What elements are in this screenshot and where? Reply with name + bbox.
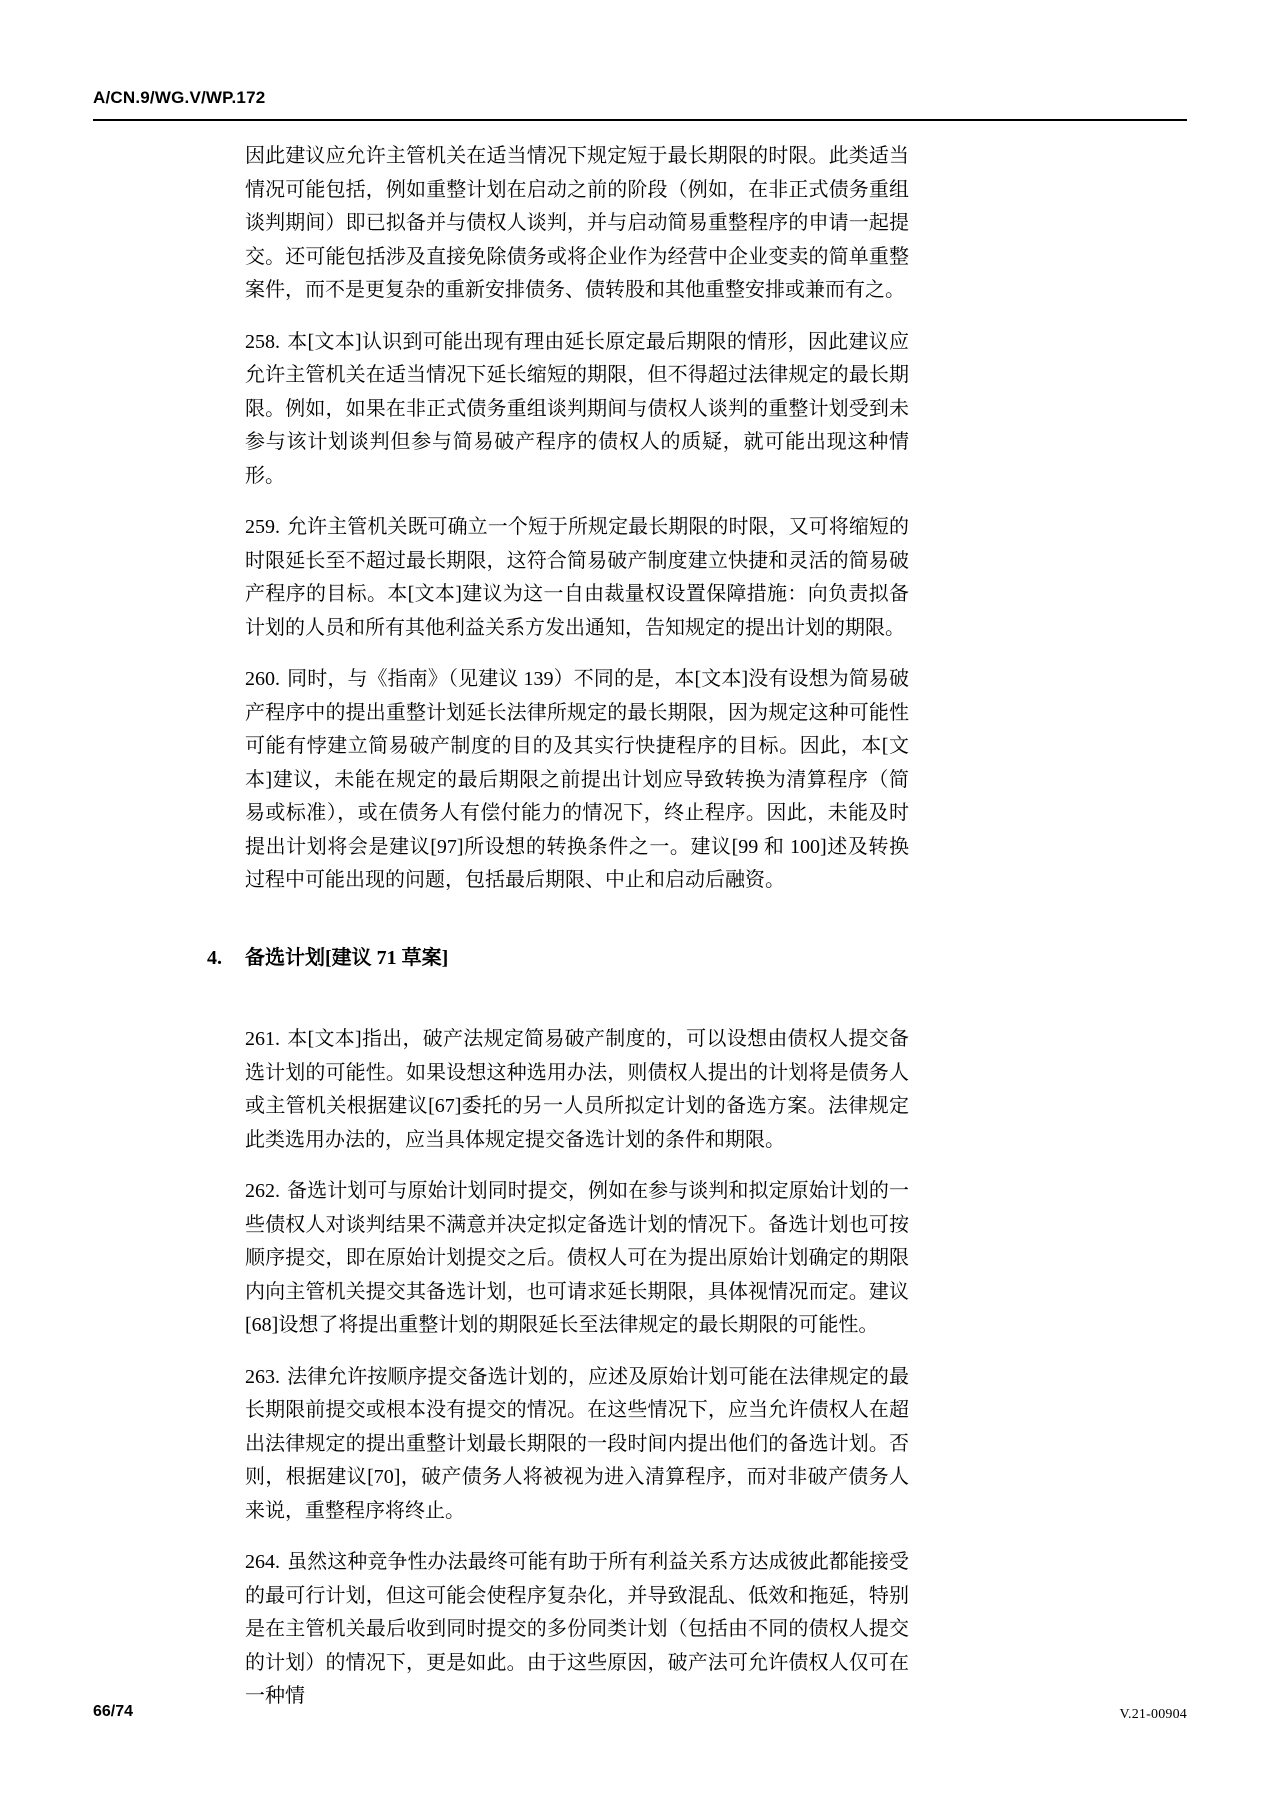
section-heading-number: 4. [207,946,222,969]
section-heading-title: 备选计划[建议 71 草案] [245,946,449,969]
document-body [207,140,909,1732]
paragraph-number: 258. [245,330,280,353]
paragraph-number: 264. [245,1551,280,1573]
paragraph-text: 备选计划可与原始计划同时提交，例如在参与谈判和拟定原始计划的一些债权人对谈判结果不满意并决定拟定备选计划的情况下。备选计划也可按顺序提交，即在原始计划提交之后。债权人可在为提出原始计划确定的期限内向主管机关提交其备选计划，也可请求延长期限，具体视情况而定。建议[68]设想了将提出重整计划的期限延长至法律规定的最长期限的可能性。 [245,1180,909,1336]
paragraph-260 [245,663,909,898]
footer-doc-reference: V.21-00904 [1119,1707,1187,1722]
paragraph-text: 同时，与《指南》（见建议 139）不同的是，本[文本]没有设想为简易破产程序中的提出重整计划延长法律所规定的最长期限，因为规定这种可能性可能有悖建立简易破产制度的目的及其实行快捷程序的目标。因此，本[文本]建议，未能在规定的最后期限之前提出计划应导致转换为清算程序（简易或标准），或在债务人有偿付能力的情况下，终止程序。因此，未能及时提出计划将会是建议[97]所设想的转换条件之一。建议[99 和 100]述及转换过程中可能出现的问题，包括最后期限、中止和启动后融资。 [245,668,909,891]
paragraph-258 [245,326,909,494]
header-divider [93,119,1187,121]
paragraph-261 [245,1023,909,1157]
paragraph-number: 261. [245,1028,280,1050]
section-heading-4 [207,942,909,976]
paragraph-263 [245,1361,909,1529]
paragraph-262 [245,1175,909,1343]
paragraph-continuation: 因此建议应允许主管机关在适当情况下规定短于最长期限的时限。此类适当情况可能包括，例如重整计划在启动之前的阶段（例如，在非正式债务重组谈判期间）即已拟备并与债权人谈判，并与启动简易重整程序的申请一起提交。还可能包括涉及直接免除债务或将企业作为经营中企业变卖的简单重整案件，而不是更复杂的重新安排债务、债转股和其他重整安排或兼而有之。 [245,145,909,301]
paragraph-text: 允许主管机关既可确立一个短于所规定最长期限的时限，又可将缩短的时限延长至不超过最长期限，这符合简易破产制度建立快捷和灵活的简易破产程序的目标。本[文本]建议为这一自由裁量权设置保障措施：向负责拟备计划的人员和所有其他利益关系方发出通知，告知规定的提出计划的期限。 [245,516,909,639]
paragraph-number: 263. [245,1365,280,1388]
paragraph-text: 虽然这种竞争性办法最终可能有助于所有利益关系方达成彼此都能接受的最可行计划，但这可能会使程序复杂化，并导致混乱、低效和拖延，特别是在主管机关最后收到同时提交的多份同类计划（包括由不同的债权人提交的计划）的情况下，更是如此。由于这些原因，破产法可允许债权人仅可在一种情 [245,1551,909,1707]
paragraph-number: 260. [245,668,280,690]
paragraph-264 [245,1546,909,1714]
document-symbol: A/CN.9/WG.V/WP.172 [93,88,266,107]
paragraph-259 [245,511,909,645]
paragraph-text: 本[文本]指出，破产法规定简易破产制度的，可以设想由债权人提交备选计划的可能性。如果设想这种选用办法，则债权人提出的计划将是债务人或主管机关根据建议[67]委托的另一人员所拟定计划的备选方案。法律规定此类选用办法的，应当具体规定提交备选计划的条件和期限。 [245,1028,909,1151]
paragraph-text: 本[文本]认识到可能出现有理由延长原定最后期限的情形，因此建议应允许主管机关在适当情况下延长缩短的期限，但不得超过法律规定的最长期限。例如，如果在非正式债务重组谈判期间与债权人谈判的重整计划受到未参与该计划谈判但参与简易破产程序的债权人的质疑，就可能出现这种情形。 [245,330,909,487]
paragraph-text: 法律允许按顺序提交备选计划的，应述及原始计划可能在法律规定的最长期限前提交或根本没有提交的情况。在这些情况下，应当允许债权人在超出法律规定的提出重整计划最长期限的一段时间内提出他们的备选计划。否则，根据建议[70]，破产债务人将被视为进入清算程序，而对非破产债务人来说，重整程序将终止。 [245,1365,909,1522]
paragraph-number: 262. [245,1180,280,1202]
footer-page-number: 66/74 [93,1703,134,1720]
paragraph-number: 259. [245,516,280,538]
